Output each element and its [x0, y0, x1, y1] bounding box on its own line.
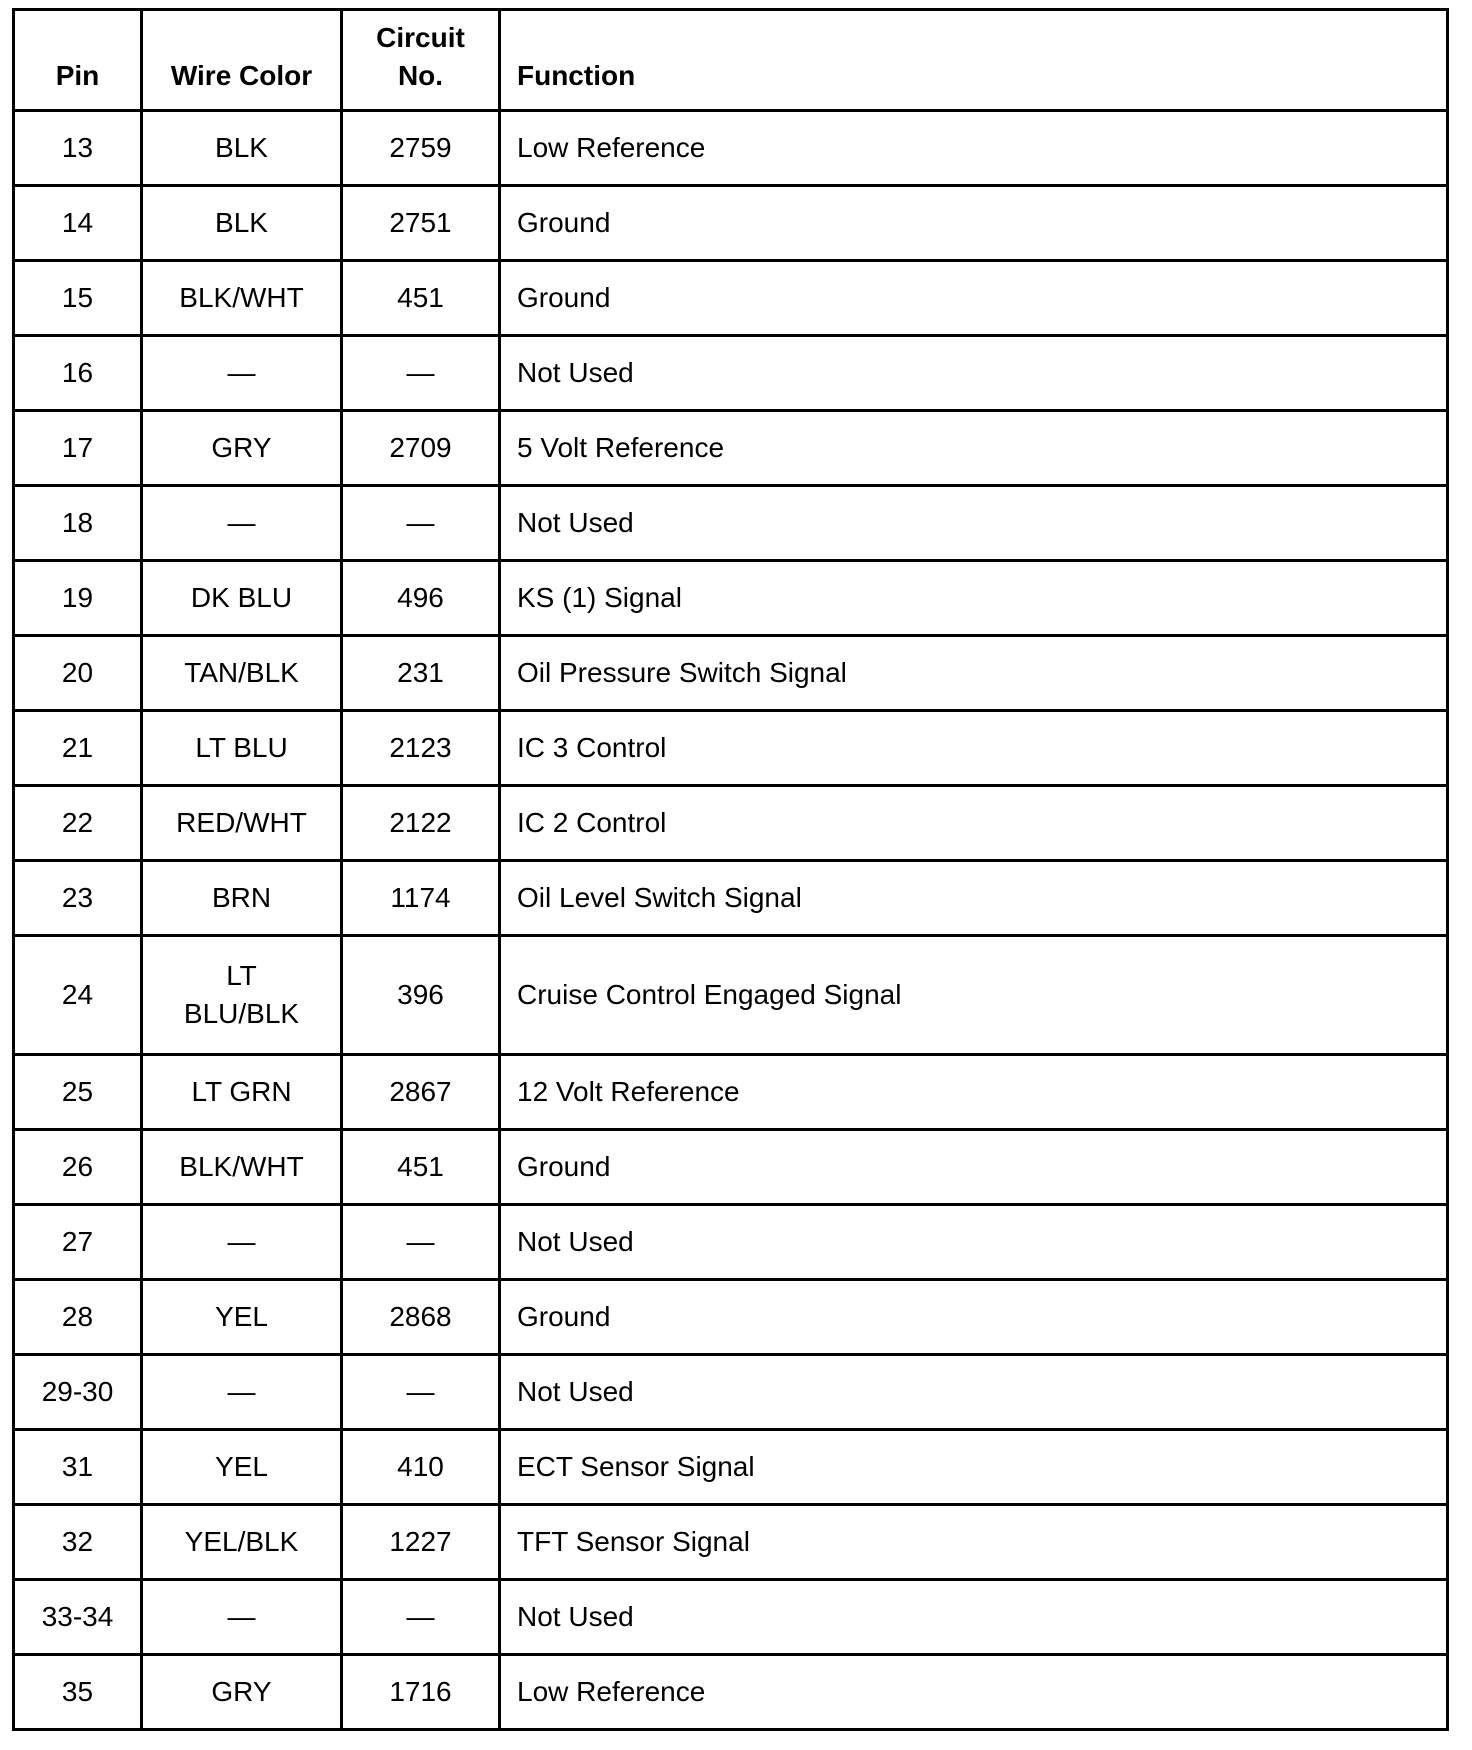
wire-color-cell: LT GRN — [142, 1055, 342, 1130]
circuit-cell: 1227 — [342, 1505, 500, 1580]
table-row — [14, 261, 1448, 336]
function-cell: IC 3 Control — [500, 711, 1448, 786]
pin-cell: 32 — [14, 1505, 142, 1580]
table-row — [14, 111, 1448, 186]
circuit-cell: 1716 — [342, 1655, 500, 1730]
table-row — [14, 861, 1448, 936]
table-row — [14, 1055, 1448, 1130]
wire-color-cell: — — [142, 1205, 342, 1280]
pin-cell: 15 — [14, 261, 142, 336]
function-cell: TFT Sensor Signal — [500, 1505, 1448, 1580]
pin-cell: 24 — [14, 936, 142, 1055]
function-cell: Not Used — [500, 1205, 1448, 1280]
table-row — [14, 486, 1448, 561]
wire-color-cell: TAN/BLK — [142, 636, 342, 711]
circuit-cell: — — [342, 1580, 500, 1655]
wire-color-line2: BLU/BLK — [183, 998, 300, 1029]
function-cell: Low Reference — [500, 1655, 1448, 1730]
function-cell: Ground — [500, 1130, 1448, 1205]
pin-cell: 23 — [14, 861, 142, 936]
circuit-cell: 2751 — [342, 186, 500, 261]
function-cell: Oil Level Switch Signal — [500, 861, 1448, 936]
function-cell: Low Reference — [500, 111, 1448, 186]
table-row — [14, 1580, 1448, 1655]
circuit-cell: — — [342, 336, 500, 411]
pin-cell: 14 — [14, 186, 142, 261]
function-cell: Ground — [500, 186, 1448, 261]
circuit-cell: 1174 — [342, 861, 500, 936]
function-cell: 12 Volt Reference — [500, 1055, 1448, 1130]
table-row — [14, 1205, 1448, 1280]
function-cell: Oil Pressure Switch Signal — [500, 636, 1448, 711]
function-cell: Ground — [500, 1280, 1448, 1355]
table-row — [14, 1280, 1448, 1355]
pin-cell: 22 — [14, 786, 142, 861]
function-cell: Cruise Control Engaged Signal — [500, 936, 1448, 1055]
table-row — [14, 1505, 1448, 1580]
table-row — [14, 1130, 1448, 1205]
circuit-cell: — — [342, 1355, 500, 1430]
wire-color-cell: DK BLU — [142, 561, 342, 636]
circuit-cell: 451 — [342, 1130, 500, 1205]
wire-color-line1: LT — [226, 960, 257, 991]
circuit-cell: 2868 — [342, 1280, 500, 1355]
circuit-cell: 496 — [342, 561, 500, 636]
pin-cell: 13 — [14, 111, 142, 186]
function-cell: Not Used — [500, 486, 1448, 561]
wire-color-cell: RED/WHT — [142, 786, 342, 861]
pin-cell: 33-34 — [14, 1580, 142, 1655]
wire-color-cell: BLK/WHT — [142, 261, 342, 336]
header-circuit-line2: No. — [397, 60, 444, 91]
pin-cell: 21 — [14, 711, 142, 786]
wire-color-cell: YEL — [142, 1430, 342, 1505]
circuit-cell: 2867 — [342, 1055, 500, 1130]
function-cell: Not Used — [500, 1355, 1448, 1430]
function-cell: IC 2 Control — [500, 786, 1448, 861]
circuit-cell: — — [342, 486, 500, 561]
pin-cell: 20 — [14, 636, 142, 711]
circuit-cell: 231 — [342, 636, 500, 711]
table-row — [14, 336, 1448, 411]
function-cell: Not Used — [500, 336, 1448, 411]
wire-color-cell: GRY — [142, 1655, 342, 1730]
table-row — [14, 1430, 1448, 1505]
pin-cell: 19 — [14, 561, 142, 636]
pin-cell: 27 — [14, 1205, 142, 1280]
connector-pin-table — [12, 8, 1449, 1731]
wire-color-cell: — — [142, 486, 342, 561]
wire-color-cell: BRN — [142, 861, 342, 936]
circuit-cell: 2759 — [342, 111, 500, 186]
pin-cell: 16 — [14, 336, 142, 411]
header-wire-color: Wire Color — [142, 10, 342, 111]
wire-color-cell: — — [142, 1355, 342, 1430]
header-circuit-line1: Circuit — [376, 22, 465, 53]
table-row — [14, 1355, 1448, 1430]
table-row — [14, 186, 1448, 261]
function-cell: Not Used — [500, 1580, 1448, 1655]
pin-cell: 26 — [14, 1130, 142, 1205]
table-row — [14, 936, 1448, 1055]
pin-cell: 25 — [14, 1055, 142, 1130]
function-cell: 5 Volt Reference — [500, 411, 1448, 486]
table-row — [14, 636, 1448, 711]
circuit-cell: 451 — [342, 261, 500, 336]
table-row — [14, 561, 1448, 636]
header-function: Function — [500, 10, 1448, 111]
wire-color-cell: BLK — [142, 186, 342, 261]
wire-color-cell: — — [142, 336, 342, 411]
circuit-cell: 410 — [342, 1430, 500, 1505]
wire-color-cell: YEL — [142, 1280, 342, 1355]
circuit-cell: 2123 — [342, 711, 500, 786]
header-row — [14, 10, 1448, 111]
wire-color-cell: BLK/WHT — [142, 1130, 342, 1205]
header-pin: Pin — [14, 10, 142, 111]
wire-color-cell: GRY — [142, 411, 342, 486]
pin-cell: 17 — [14, 411, 142, 486]
header-circuit-no — [342, 10, 500, 111]
circuit-cell: — — [342, 1205, 500, 1280]
pin-cell: 35 — [14, 1655, 142, 1730]
wire-color-cell — [142, 936, 342, 1055]
table-row — [14, 786, 1448, 861]
wire-color-cell: BLK — [142, 111, 342, 186]
pin-cell: 28 — [14, 1280, 142, 1355]
circuit-cell: 2122 — [342, 786, 500, 861]
function-cell: Ground — [500, 261, 1448, 336]
wire-color-cell: YEL/BLK — [142, 1505, 342, 1580]
function-cell: KS (1) Signal — [500, 561, 1448, 636]
circuit-cell: 396 — [342, 936, 500, 1055]
circuit-cell: 2709 — [342, 411, 500, 486]
table-row — [14, 411, 1448, 486]
wire-color-cell: — — [142, 1580, 342, 1655]
function-cell: ECT Sensor Signal — [500, 1430, 1448, 1505]
pin-cell: 29-30 — [14, 1355, 142, 1430]
wire-color-cell: LT BLU — [142, 711, 342, 786]
pin-cell: 31 — [14, 1430, 142, 1505]
table-row — [14, 1655, 1448, 1730]
pin-cell: 18 — [14, 486, 142, 561]
table-row — [14, 711, 1448, 786]
